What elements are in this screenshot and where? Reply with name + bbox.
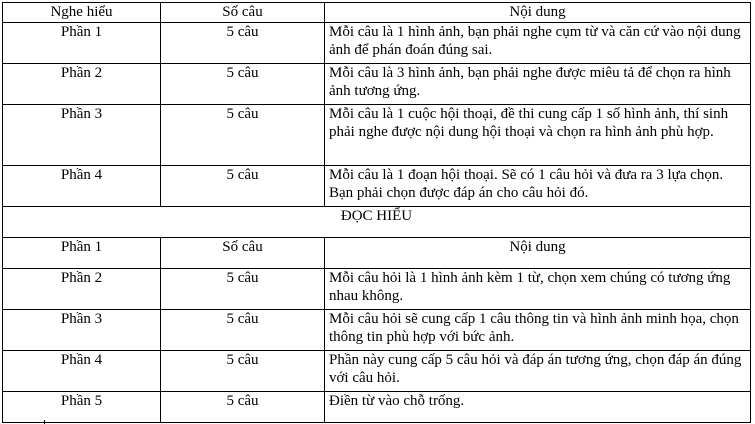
reading-content-header: Nội dung — [325, 238, 751, 269]
part-cell: Phần 1 — [3, 23, 161, 64]
count-cell: 5 câu — [161, 351, 325, 392]
table-row — [3, 105, 751, 166]
table-row — [3, 23, 751, 64]
count-cell: 5 câu — [161, 310, 325, 351]
table-row — [3, 392, 751, 423]
content-cell: Mỗi câu là 1 hình ảnh, bạn phải nghe cụm từ và căn cứ vào nội dung ảnh để phán đoán đúng sai. — [325, 23, 751, 64]
count-cell: 5 câu — [161, 105, 325, 166]
content-cell: Mỗi câu là 1 đoạn hội thoại. Sẽ có 1 câu hỏi và đưa ra 3 lựa chọn. Bạn phải chọn được đáp án cho câu hỏi đó. — [325, 166, 751, 207]
table-row — [3, 269, 751, 310]
table-row — [3, 351, 751, 392]
table-row — [3, 64, 751, 105]
content-cell: Mỗi câu hỏi sẽ cung cấp 1 câu thông tin và hình ảnh minh họa, chọn thông tin phù hợp với bức ảnh. — [325, 310, 751, 351]
content-cell: Điền từ vào chỗ trống. — [325, 392, 751, 423]
part-cell: Phần 2 — [3, 269, 161, 310]
table-row — [3, 310, 751, 351]
content-cell: Mỗi câu là 1 cuộc hội thoại, đề thi cung cấp 1 số hình ảnh, thí sinh phải nghe được nội dung hội thoại và chọn ra hình ảnh phù hợp. — [325, 105, 751, 166]
part-cell: Phần 3 — [3, 105, 161, 166]
part-cell: Phần 5 — [3, 392, 161, 423]
reading-title-row — [3, 207, 751, 238]
table-tail-mark — [44, 420, 45, 424]
listening-content-header: Nội dung — [325, 3, 751, 23]
reading-header-row — [3, 238, 751, 269]
count-cell: 5 câu — [161, 392, 325, 423]
part-cell: Phần 4 — [3, 351, 161, 392]
content-cell: Phần này cung cấp 5 câu hỏi và đáp án tương ứng, chọn đáp án đúng với câu hỏi. — [325, 351, 751, 392]
reading-section-title: ĐỌC HIỂU — [3, 207, 751, 238]
part-cell: Phần 4 — [3, 166, 161, 207]
count-cell: 5 câu — [161, 23, 325, 64]
part-cell: Phần 3 — [3, 310, 161, 351]
part-cell: Phần 2 — [3, 64, 161, 105]
content-cell: Mỗi câu là 3 hình ảnh, bạn phải nghe được miêu tả để chọn ra hình ảnh tương ứng. — [325, 64, 751, 105]
count-cell: 5 câu — [161, 64, 325, 105]
listening-header-row — [3, 3, 751, 23]
listening-count-header: Số câu — [161, 3, 325, 23]
listening-section-header: Nghe hiểu — [3, 3, 161, 23]
count-cell: 5 câu — [161, 166, 325, 207]
exam-structure-table — [2, 2, 751, 423]
table-row — [3, 166, 751, 207]
content-cell: Mỗi câu hỏi là 1 hình ảnh kèm 1 từ, chọn xem chúng có tương ứng nhau không. — [325, 269, 751, 310]
reading-count-header: Số câu — [161, 238, 325, 269]
count-cell: 5 câu — [161, 269, 325, 310]
reading-section-header: Phần 1 — [3, 238, 161, 269]
